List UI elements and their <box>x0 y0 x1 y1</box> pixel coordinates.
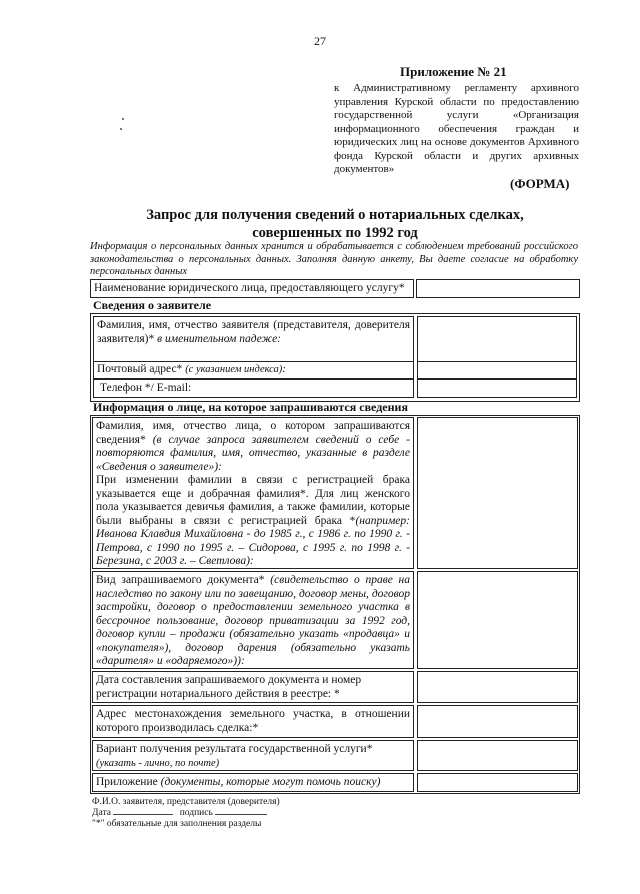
person-row <box>90 417 580 569</box>
person-label-change: При изменении фамилии в связи с регистрацией брака указывается еще и добрачная фамилия*. Для лиц женского пола указывается девичья фамилия, а также фамилии, которые были выбраны в связи с регистрацией брака * <box>96 474 410 527</box>
date-input[interactable] <box>417 671 578 703</box>
footer-sign-label: подпись <box>179 808 213 818</box>
legal-entity-label: Наименование юридического лица, предоставляющего услугу* <box>90 279 414 298</box>
personal-data-notice: Информация о персональных данных хранится и обрабатывается с соблюдением требований российского законодательства о персональных данных. Заполняя данную анкету, Вы даете согласие на обработку персональных данных <box>90 241 578 277</box>
fio-label-main: Фамилия, имя, отчество заявителя (представителя, доверителя заявителя)* <box>97 319 410 345</box>
form-label: (ФОРМА) <box>510 176 570 191</box>
footer-required-note: "*" обязательные для заполнения разделы <box>92 819 262 829</box>
footer-fio: Ф.И.О. заявителя, представителя (доверителя) <box>92 797 280 807</box>
title-line-1: Запрос для получения сведений о нотариальных сделках, <box>146 207 524 223</box>
attachment-label-note: (документы, которые могут помочь поиску) <box>160 776 381 788</box>
person-label-example: (например: Иванова Клавдия Михайловна - до 1985 г., с 1986 г. по 1990 г. - Петрова, с 1990 по 1995 г. – Сидорова, с 1995 г. по 1998 г. - Березина, с 2003 г. – Светлова): <box>96 514 410 567</box>
attachment-row <box>90 773 580 792</box>
address-row <box>90 705 580 738</box>
doc-type-label-note: (свидетельство о праве на наследство по закону или по завещанию, договор мены, договор застройки, договор о предоставлении земельного участка в бессрочное пользование, договор приватизации за 1992 год, договор купли – продажи (обязательно указать «продавца» и «покупателя»), договор дарения (обязательно указать «дарителя» и «одаряемого»)): <box>96 574 410 667</box>
person-label-note: (в случае запроса заявителем сведений о себе - повторяются фамилия, имя, отчество, указанные в разделе «Сведения о заявителе»): <box>96 433 410 473</box>
legal-entity-row <box>90 279 580 298</box>
address-input[interactable] <box>417 705 578 738</box>
scan-mark <box>122 118 124 120</box>
person-label-main: Фамилия, имя, отчество лица, о котором запрашиваются сведения* <box>96 420 410 446</box>
section-applicant: Сведения о заявителе <box>90 298 580 314</box>
attachment-input[interactable] <box>417 773 578 792</box>
doc-type-input[interactable] <box>417 571 578 669</box>
person-label <box>92 417 414 569</box>
postal-label <box>93 361 414 379</box>
attachment-label <box>92 773 414 792</box>
postal-input[interactable] <box>417 361 577 379</box>
legal-entity-input[interactable] <box>416 279 580 298</box>
attachment-label-main: Приложение <box>96 776 158 788</box>
fio-input[interactable] <box>417 316 577 362</box>
variant-label <box>92 740 414 771</box>
footer-date-line <box>92 808 267 820</box>
fio-label-case: в именительном падеже: <box>157 332 282 345</box>
doc-type-label <box>92 571 414 669</box>
footer-date-label: Дата <box>92 808 111 818</box>
variant-input[interactable] <box>417 740 578 771</box>
person-input[interactable] <box>417 417 578 569</box>
doc-type-row <box>90 571 580 669</box>
document-title <box>90 206 580 242</box>
address-label: Адрес местонахождения земельного участка, в отношении которого производилась сделка:* <box>92 705 414 738</box>
footer-date-field[interactable] <box>113 814 173 815</box>
doc-type-label-main: Вид запрашиваемого документа* <box>96 574 265 586</box>
title-line-2: совершенных по 1992 год <box>252 225 418 241</box>
fio-label <box>93 316 414 362</box>
scan-mark <box>120 128 122 130</box>
variant-label-note: (указать - лично, по почте) <box>96 757 220 769</box>
postal-label-main: Почтовый адрес* <box>97 363 183 375</box>
postal-row <box>90 361 580 379</box>
postal-label-note: (с указанием индекса): <box>185 364 286 375</box>
appendix-text: к Административному регламенту архивного управления Курской области по предоставлению государственной услуги «Организация информационного обеспечения граждан и юридических лиц на основе документов Архивного фонда Курской области и других архивных документов» <box>334 82 579 175</box>
appendix-title: Приложение № 21 <box>400 64 507 79</box>
variant-label-main: Вариант получения результата государственной услуги* <box>96 743 373 755</box>
phone-row <box>90 379 580 398</box>
date-label: Дата составления запрашиваемого документа и номер регистрации нотариального действия в реестре: * <box>92 671 414 703</box>
phone-label: Телефон */ E-mail: <box>93 379 414 398</box>
fio-row <box>90 316 580 362</box>
phone-input[interactable] <box>417 379 577 398</box>
variant-row <box>90 740 580 771</box>
footer-sign-field[interactable] <box>215 814 267 815</box>
section-person: Информация о лице, на которое запрашиваются сведения <box>90 400 580 416</box>
date-row <box>90 671 580 703</box>
page-number: 27 <box>314 34 326 48</box>
